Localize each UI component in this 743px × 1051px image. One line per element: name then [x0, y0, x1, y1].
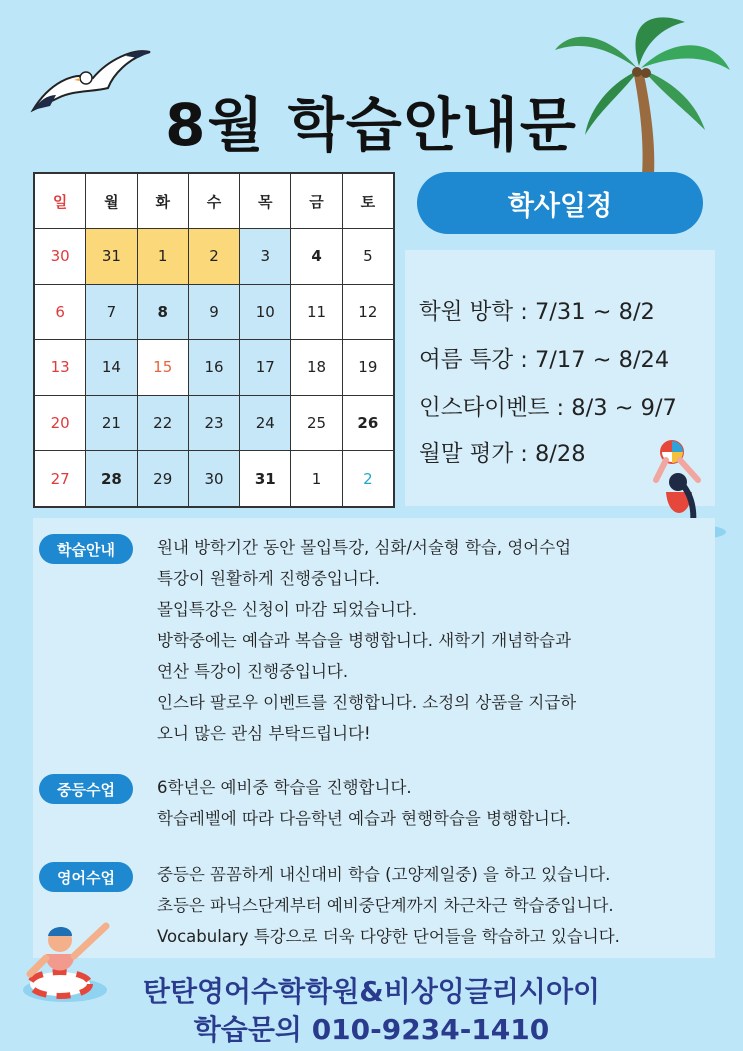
calendar-day: 13: [35, 340, 86, 396]
page-title: 8월 학습안내문: [165, 91, 578, 159]
calendar-day: 18: [291, 340, 342, 396]
info-line: 인스타 팔로우 이벤트를 진행합니다. 소정의 상품을 지급하: [157, 693, 577, 712]
calendar-day: 22: [137, 395, 188, 451]
calendar-day: 2: [342, 451, 393, 507]
info-line: Vocabulary 특강으로 더욱 다양한 단어들을 학습하고 있습니다.: [157, 927, 620, 946]
calendar-day: 11: [291, 284, 342, 340]
info-line: 6학년은 예비중 학습을 진행합니다.: [157, 778, 412, 797]
calendar-day: 30: [35, 229, 86, 285]
calendar-day-holiday: 15: [137, 340, 188, 396]
calendar-day: 31: [86, 229, 137, 285]
calendar-day: 14: [86, 340, 137, 396]
info-text-english: [157, 859, 620, 952]
calendar-day: 31: [240, 451, 291, 507]
info-line: 특강이 원활하게 진행중입니다.: [157, 569, 380, 588]
august-calendar: [33, 172, 395, 508]
calendar-week: [35, 340, 394, 396]
calendar-day: 23: [188, 395, 239, 451]
weekday-thu: 목: [240, 174, 291, 229]
info-tag-english: 영어수업: [39, 862, 133, 892]
calendar-day: 24: [240, 395, 291, 451]
schedule-item: 월말 평가 : 8/28: [419, 441, 586, 467]
contact-phone: 학습문의 010-9234-1410: [193, 1013, 550, 1046]
calendar-day: 6: [35, 284, 86, 340]
weekday-sat: 토: [342, 174, 393, 229]
info-line: 방학중에는 예습과 복습을 병행합니다. 새학기 개념학습과: [157, 631, 572, 650]
calendar-day: 28: [86, 451, 137, 507]
calendar-day: 25: [291, 395, 342, 451]
calendar-day: 19: [342, 340, 393, 396]
academy-name: 탄탄영어수학학원&비상잉글리시아이: [142, 975, 601, 1008]
calendar-weekday-row: [35, 174, 394, 229]
calendar-day: 29: [137, 451, 188, 507]
calendar-day: 16: [188, 340, 239, 396]
calendar-day: 1: [137, 229, 188, 285]
weekday-tue: 화: [137, 174, 188, 229]
schedule-title: 학사일정: [417, 172, 703, 234]
info-panel: [33, 518, 715, 958]
weekday-wed: 수: [188, 174, 239, 229]
schedule-item: 학원 방학 : 7/31 ~ 8/2: [419, 299, 655, 325]
calendar-day: 21: [86, 395, 137, 451]
calendar-day: 9: [188, 284, 239, 340]
calendar-week: [35, 229, 394, 285]
calendar-week: [35, 284, 394, 340]
calendar-day: 20: [35, 395, 86, 451]
weekday-sun: 일: [35, 174, 86, 229]
info-line: 초등은 파닉스단계부터 예비중단계까지 차근차근 학습중입니다.: [157, 896, 614, 915]
schedule-item: 여름 특강 : 7/17 ~ 8/24: [419, 347, 670, 373]
info-line: 학습레벨에 따라 다음학년 예습과 현행학습을 병행합니다.: [157, 809, 572, 828]
info-line: 몰입특강은 신청이 마감 되었습니다.: [157, 600, 418, 619]
info-line: 연산 특강이 진행중입니다.: [157, 662, 349, 681]
calendar-week: [35, 451, 394, 507]
calendar-day: 7: [86, 284, 137, 340]
calendar-day: 5: [342, 229, 393, 285]
calendar-week: [35, 395, 394, 451]
calendar-day: 2: [188, 229, 239, 285]
info-tag-study: 학습안내: [39, 534, 133, 564]
calendar-day: 10: [240, 284, 291, 340]
info-tag-middle: 중등수업: [39, 774, 133, 804]
weekday-fri: 금: [291, 174, 342, 229]
calendar-day: 30: [188, 451, 239, 507]
schedule-item: 인스타이벤트 : 8/3 ~ 9/7: [419, 395, 677, 421]
weekday-mon: 월: [86, 174, 137, 229]
info-text-study: [157, 532, 576, 749]
info-line: 원내 방학기간 동안 몰입특강, 심화/서술형 학습, 영어수업: [157, 538, 572, 557]
calendar-day: 27: [35, 451, 86, 507]
info-line: 중등은 꼼꼼하게 내신대비 학습 (고양제일중) 을 하고 있습니다.: [157, 865, 611, 884]
calendar-day: 12: [342, 284, 393, 340]
calendar-day: 3: [240, 229, 291, 285]
info-text-middle: [157, 772, 571, 834]
calendar-day: 1: [291, 451, 342, 507]
calendar-day: 17: [240, 340, 291, 396]
info-line: 오니 많은 관심 부탁드립니다!: [157, 724, 371, 743]
calendar-day: 26: [342, 395, 393, 451]
calendar-day: 8: [137, 284, 188, 340]
calendar-day: 4: [291, 229, 342, 285]
